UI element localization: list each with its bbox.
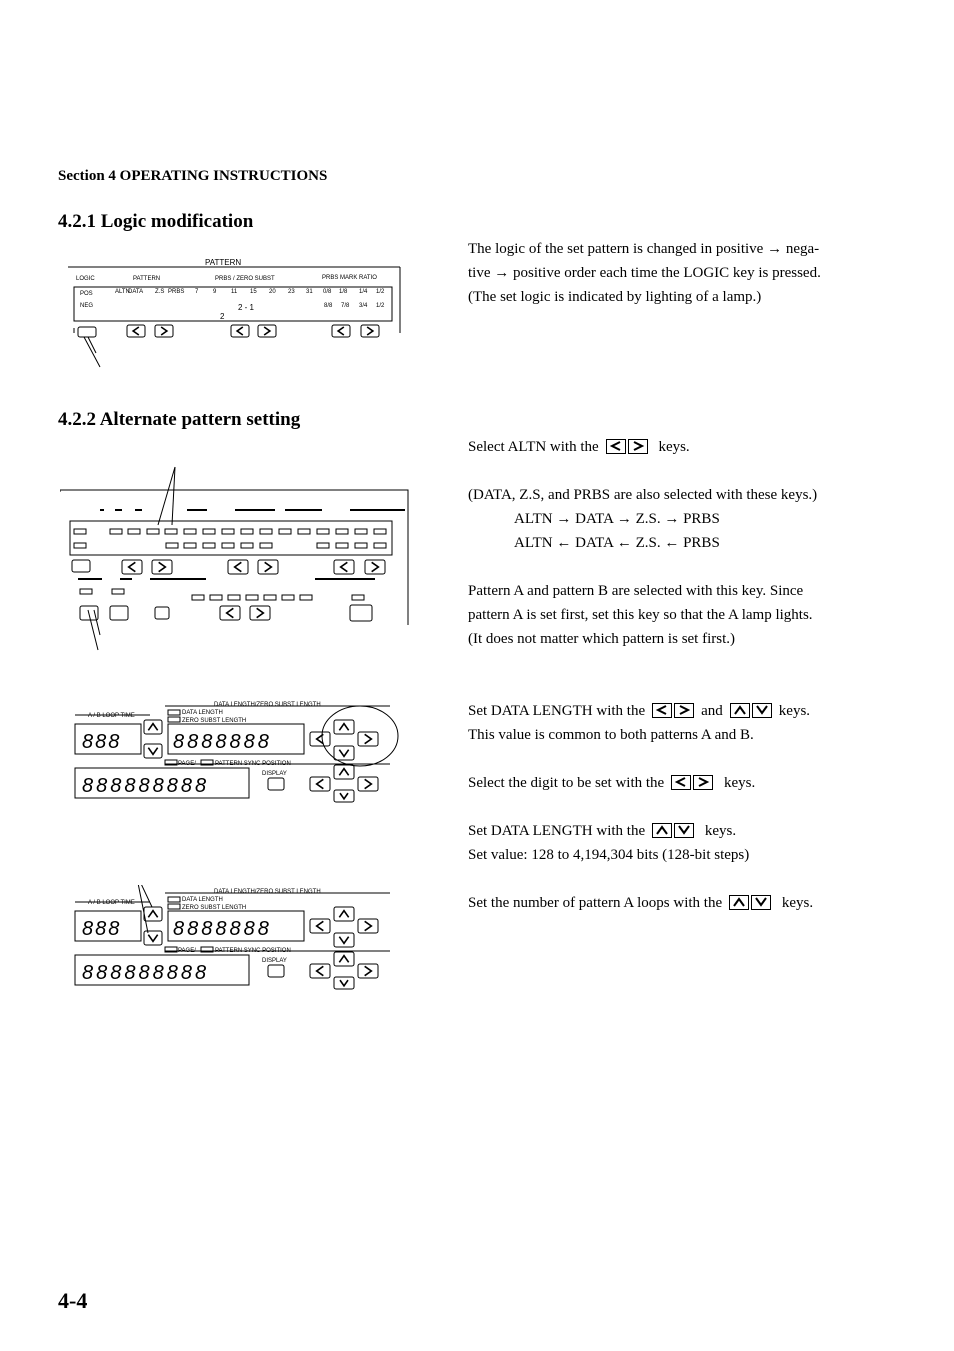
key-frame [127, 325, 145, 337]
up-key[interactable] [334, 720, 354, 734]
status-lamp [246, 595, 258, 600]
status-lamp [317, 543, 329, 548]
up-down-keys[interactable] [651, 819, 695, 843]
left-right-keys[interactable] [605, 435, 649, 459]
mark-ratio-label: PRBS MARK RATIO [322, 275, 377, 281]
pattern-option-label: 1/8 [339, 289, 348, 295]
status-lamp [336, 529, 348, 534]
line-set-loops [468, 891, 858, 915]
right-key[interactable] [365, 560, 385, 574]
spacer [468, 651, 858, 699]
right-key[interactable] [358, 964, 378, 978]
line-set-data-length [468, 699, 858, 723]
spacer [468, 459, 858, 483]
zero-subst-label: ZERO SUBST LENGTH [182, 718, 247, 724]
pattern-option-label: 1/2 [376, 289, 385, 295]
key-frame [144, 720, 162, 734]
status-lamp [300, 595, 312, 600]
lamp [168, 904, 180, 909]
key-frame [144, 744, 162, 758]
logic-label: LOGIC [76, 276, 95, 282]
key-frame [358, 777, 378, 791]
line-select-altn [468, 435, 858, 459]
status-lamp [352, 595, 364, 600]
status-lamp [241, 529, 253, 534]
status-lamp [222, 543, 234, 548]
key-frame [310, 919, 330, 933]
status-lamp [279, 529, 291, 534]
down-key[interactable] [334, 790, 354, 802]
text-fragment: keys. [778, 703, 811, 719]
status-lamp [184, 529, 196, 534]
page-number: 4-4 [58, 1288, 88, 1313]
key-frame [332, 325, 350, 337]
down-arrow-icon [751, 895, 771, 910]
text-line: This value is common to both patterns A and B. [468, 727, 754, 743]
page-label: PAGE/ [178, 761, 196, 767]
neg-label: NEG [80, 303, 94, 309]
sync-label: PATTERN SYNC POSITION [215, 948, 291, 954]
up-down-keys[interactable] [729, 699, 773, 723]
sequence-backward: ALTN ← DATA ← Z.S. ← PRBS [514, 535, 720, 551]
pattern-option-label: 7 [195, 289, 199, 295]
right-key[interactable] [258, 560, 278, 574]
status-lamp [74, 543, 86, 548]
text-fragment: and [701, 703, 723, 719]
key-frame [334, 907, 354, 921]
text-fragment: keys. [781, 895, 814, 911]
spacer [468, 867, 858, 891]
key-frame [258, 560, 278, 574]
up-key[interactable] [334, 907, 354, 921]
left-key[interactable] [122, 560, 142, 574]
right-key[interactable] [250, 606, 270, 620]
key-frame [231, 325, 249, 337]
pattern-option-label: ALTN [115, 289, 130, 295]
key-frame [258, 325, 276, 337]
down-key[interactable] [144, 931, 162, 945]
status-lamp [210, 595, 222, 600]
key-frame [310, 732, 330, 746]
text-line: tive → positive order each time the LOGIC key is pressed. [468, 265, 821, 281]
status-lamp [282, 595, 294, 600]
text-line: pattern A is set first, set this key so that the A lamp lights. [468, 607, 813, 623]
up-key[interactable] [144, 907, 162, 921]
key-frame [334, 746, 354, 760]
status-lamp [110, 529, 122, 534]
status-lamp [165, 529, 177, 534]
key-frame [358, 964, 378, 978]
display-key[interactable] [268, 965, 284, 977]
alternate-description [468, 435, 858, 915]
right-key[interactable] [155, 325, 173, 337]
pos-label: POS [80, 291, 93, 297]
pattern-option-label: 11 [231, 289, 238, 295]
key[interactable] [350, 605, 372, 621]
length-digits: 8888888 [173, 918, 272, 940]
right-key[interactable] [361, 325, 379, 337]
pattern-option-label: 15 [250, 289, 257, 295]
key-frame [334, 765, 354, 779]
text-line: Pattern A and pattern B are selected with this key. Since [468, 583, 804, 599]
key-frame [334, 952, 354, 966]
loop-label: A / B LOOP TIME [88, 900, 135, 906]
heading-alternate-pattern: 4.2.2 Alternate pattern setting [58, 409, 301, 430]
key-frame [155, 325, 173, 337]
line-set-length-value [468, 819, 858, 843]
up-down-keys[interactable] [728, 891, 772, 915]
pattern-option-label: 1/4 [359, 289, 368, 295]
status-lamp [317, 529, 329, 534]
right-key[interactable] [358, 777, 378, 791]
pattern-option-label: 31 [306, 289, 313, 295]
key[interactable] [110, 606, 128, 620]
left-key[interactable] [332, 325, 350, 337]
display-panel-figure-1 [70, 698, 400, 803]
section-header: Section 4 OPERATING INSTRUCTIONS [58, 168, 328, 184]
spacer [468, 555, 858, 579]
status-lamp [166, 543, 178, 548]
right-key[interactable] [152, 560, 172, 574]
key-frame [310, 777, 330, 791]
key[interactable] [155, 607, 169, 619]
left-key[interactable] [310, 732, 330, 746]
left-key[interactable] [127, 325, 145, 337]
lamp-a [80, 589, 92, 594]
lamp [168, 897, 180, 902]
status-lamp [203, 529, 215, 534]
left-arrow-icon [606, 439, 626, 454]
heading-logic-modification: 4.2.1 Logic modification [58, 211, 254, 232]
sync-digits: 888888888 [82, 962, 210, 984]
status-lamp [128, 529, 140, 534]
down-key[interactable] [334, 977, 354, 989]
display-label: DISPLAY [262, 958, 287, 964]
length-digits: 8888888 [173, 731, 272, 753]
down-key[interactable] [144, 744, 162, 758]
up-arrow-icon [730, 703, 750, 718]
status-lamp [336, 543, 348, 548]
up-key[interactable] [144, 720, 162, 734]
loop-digits: 888 [82, 918, 122, 940]
display-key[interactable] [268, 778, 284, 790]
key-frame [334, 560, 354, 574]
left-key[interactable] [220, 606, 240, 620]
display-panel-figure-2 [70, 885, 400, 990]
left-key[interactable] [228, 560, 248, 574]
pattern-title: PATTERN [205, 258, 242, 267]
status-lamp [260, 529, 272, 534]
down-key[interactable] [334, 933, 354, 947]
pattern-option-label: 9 [213, 289, 217, 295]
pattern-option-label: 0/8 [323, 289, 332, 295]
left-arrow-icon [671, 775, 691, 790]
key-frame [228, 560, 248, 574]
key-frame [250, 606, 270, 620]
key-frame [334, 933, 354, 947]
key-frame [152, 560, 172, 574]
left-key[interactable] [334, 560, 354, 574]
pattern-option-label: 23 [288, 289, 295, 295]
line-select-digit [468, 771, 858, 795]
prbs-zero-label: PRBS / ZERO SUBST [215, 276, 275, 282]
pattern-group-label: PATTERN [133, 276, 161, 282]
key-frame [358, 732, 378, 746]
logic-description [468, 237, 848, 309]
status-lamp [264, 595, 276, 600]
right-arrow-icon [674, 703, 694, 718]
spacer [468, 795, 858, 819]
sync-digits: 888888888 [82, 775, 210, 797]
spacer [468, 747, 858, 771]
up-key[interactable] [334, 765, 354, 779]
down-arrow-icon [674, 823, 694, 838]
left-key[interactable] [310, 919, 330, 933]
pattern-option-label: PRBS [168, 289, 185, 295]
lamp [168, 717, 180, 722]
status-lamp [241, 543, 253, 548]
right-arrow-icon [628, 439, 648, 454]
key-frame [144, 907, 162, 921]
prbs-exponent: 2 - 1 [238, 303, 255, 312]
pattern-option-label: 1/2 [376, 303, 385, 309]
text-fragment: Set DATA LENGTH with the [468, 703, 646, 719]
text-line: (The set logic is indicated by lighting of a lamp.) [468, 289, 762, 305]
key-frame [358, 919, 378, 933]
status-lamp [184, 543, 196, 548]
status-lamp [355, 543, 367, 548]
text-fragment: Set the number of pattern A loops with the [468, 895, 723, 911]
up-arrow-icon [652, 823, 672, 838]
key-frame [365, 560, 385, 574]
data-length-label: DATA LENGTH [182, 710, 223, 716]
key[interactable] [72, 560, 90, 572]
status-lamp [222, 529, 234, 534]
display-label: DISPLAY [262, 771, 287, 777]
zero-subst-label: ZERO SUBST LENGTH [182, 905, 247, 911]
prbs-base: 2 [220, 312, 225, 321]
text-fragment: keys. [658, 439, 690, 455]
right-key[interactable] [358, 919, 378, 933]
status-lamp [374, 543, 386, 548]
loop-label: A / B LOOP TIME [88, 713, 135, 719]
data-length-label: DATA LENGTH [182, 897, 223, 903]
top-label: DATA LENGTH/ZERO SUBST LENGTH [214, 889, 321, 895]
sync-label: PATTERN SYNC POSITION [215, 761, 291, 767]
pattern-panel-figure [60, 255, 410, 370]
pattern-select-panel-figure [60, 465, 412, 655]
down-arrow-icon [752, 703, 772, 718]
status-lamp [374, 529, 386, 534]
left-key[interactable] [310, 777, 330, 791]
text-fragment: keys. [704, 823, 737, 839]
status-lamp [147, 529, 159, 534]
left-key[interactable] [231, 325, 249, 337]
text-fragment: Select the digit to be set with the [468, 775, 665, 791]
page-label: PAGE/ [178, 948, 196, 954]
pattern-option-label: Z.S [155, 289, 165, 295]
status-lamp [260, 543, 272, 548]
status-lamp [192, 595, 204, 600]
text-fragment: Select ALTN with the [468, 439, 599, 455]
left-right-keys[interactable] [670, 771, 714, 795]
left-arrow-icon [652, 703, 672, 718]
text-line: (It does not matter which pattern is set first.) [468, 631, 736, 647]
key-frame [220, 606, 240, 620]
key-frame [334, 720, 354, 734]
up-key[interactable] [334, 952, 354, 966]
status-lamp [228, 595, 240, 600]
pattern-option-label: 20 [269, 289, 276, 295]
right-arrow-icon [693, 775, 713, 790]
status-lamp [355, 529, 367, 534]
status-lamp [298, 529, 310, 534]
text-line: (DATA, Z.S, and PRBS are also selected with these keys.) [468, 487, 818, 503]
key-frame [144, 931, 162, 945]
pattern-option-label: DATA [128, 289, 144, 295]
loop-digits: 888 [82, 731, 122, 753]
pattern-option-label: 8/8 [324, 303, 333, 309]
left-right-keys[interactable] [651, 699, 695, 723]
right-key[interactable] [358, 732, 378, 746]
text-fragment: Set DATA LENGTH with the [468, 823, 646, 839]
key-frame [122, 560, 142, 574]
left-key[interactable] [310, 964, 330, 978]
text-fragment: keys. [723, 775, 756, 791]
pattern-option-label: 3/4 [359, 303, 368, 309]
sequence-forward: ALTN → DATA → Z.S. → PRBS [514, 511, 720, 527]
right-key[interactable] [258, 325, 276, 337]
up-arrow-icon [729, 895, 749, 910]
status-lamp [74, 529, 86, 534]
key-frame [361, 325, 379, 337]
lamp-a [112, 589, 124, 594]
top-label: DATA LENGTH/ZERO SUBST LENGTH [214, 702, 321, 708]
status-lamp [203, 543, 215, 548]
text-line: Set value: 128 to 4,194,304 bits (128-bit steps) [468, 847, 750, 863]
pattern-option-label: 7/8 [341, 303, 350, 309]
key-frame [310, 964, 330, 978]
down-key[interactable] [334, 746, 354, 760]
text-line: The logic of the set pattern is changed in positive → nega- [468, 241, 820, 257]
lamp [168, 710, 180, 715]
